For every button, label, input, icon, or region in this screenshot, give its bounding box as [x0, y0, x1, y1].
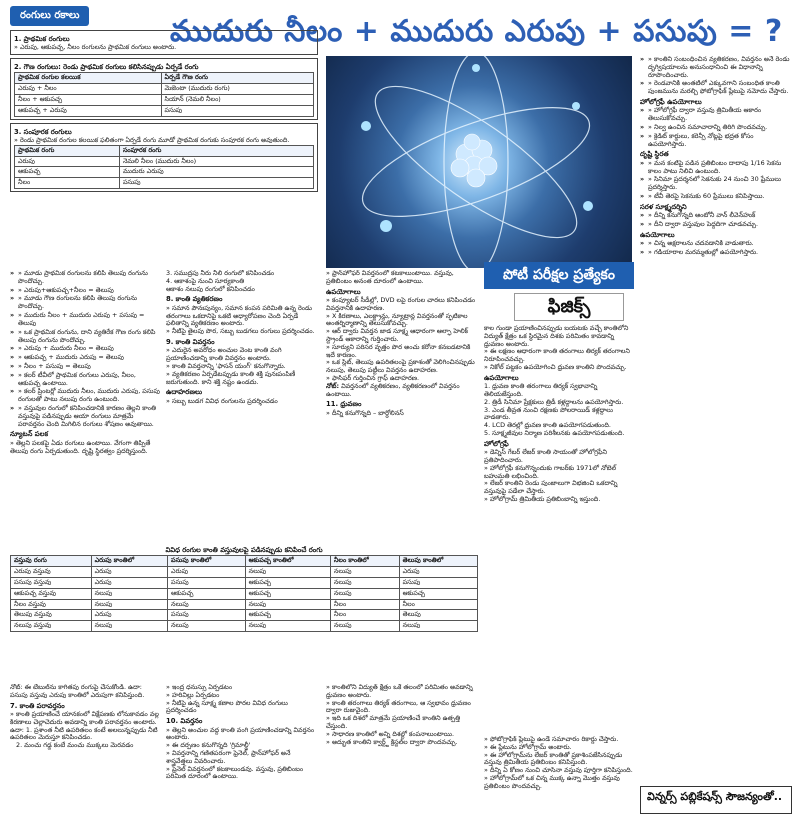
table-cell: నలుపు [330, 567, 399, 578]
table-header: ప్రాథమిక రంగు [15, 145, 120, 156]
text-line: » ఫ్రాన్‌హోఫర్ వివర్తనంలో కటకాలుంటాయి. వస్తువు, ప్రతిబింబం అనంత దూరంలో ఉంటాయి. [326, 270, 454, 285]
list-item: » » ఒక ప్రాథమిక రంగును, దాని వ్యతిరేక గౌణ రంగు కలిపి తెలుపు రంగును పొందొచ్చు. [10, 329, 160, 345]
text-line: » సాధారణ కాంతిలో అన్ని దిశల్లో కంపనాలుంటాయి. [326, 729, 455, 738]
primary-colors-title: 1. ప్రాథమిక రంగులు [14, 35, 70, 43]
table-cell: నలుపు [330, 588, 399, 599]
text-line: » నీటిపై ఉన్న సూక్ష్మ కణాల పొరల వివిధ రంగులు ప్రదర్శించడం [166, 698, 288, 715]
table-cell: ఆకుపచ్చ [245, 588, 330, 599]
note-text: వివర్తనంలో వ్యతికరణం, వ్యతికరణంలో వివర్తనం ఉంటాయి. [326, 381, 460, 398]
table-header: ఆకుపచ్చ కాంతిలో [245, 556, 330, 567]
table-cell: తెలుపు వస్తువు [11, 610, 92, 621]
table-cell: ముదురు ఎరుపు [119, 167, 313, 178]
atom-icon [326, 56, 632, 268]
text-line: » ఈ దర్పణం కనుగొన్నది 'గ్రిమాల్డీ' [166, 741, 251, 750]
text-line: » నికోల్ పట్టకం ఉపయోగించి ధ్రువణ కాంతిని పొందవచ్చు. [484, 363, 627, 372]
light-color-grid [10, 555, 478, 632]
text-line: » హోలోగ్రామ్‌లో ఒక చిన్న ముక్క ఉన్నా మొత్తం వస్తువు ప్రతిబింబం పొందవచ్చు. [484, 774, 620, 790]
text-line: » కాంతి వివర్తనాన్ని 'ఫాసన్ యంగ్' కనుగొన్నారు. [166, 361, 286, 370]
headline: ముదురు నీలం + ముదురు ఎరుపు + పసుపు = ? [170, 14, 783, 49]
table-header: ఏర్పడే గౌణ రంగు [161, 73, 313, 84]
text-line: » ఒక స్లిట్, తెలుపు ఉపరితలంపై ప్రకాశంతో వెలిగించినప్పుడు నలుపు, తెలుపు పట్టీలు వివర్తనం ఉదాహరణ. [326, 358, 475, 375]
text-line: ఉదా: 1. ప్రశాంత నీటి ఉపరితలం కంటే అలలున్నప్పుడు నీటి ఉపరితలం మెరుస్తూ కనిపించడం. [10, 725, 158, 742]
table-cell: పసుపు వస్తువు [11, 577, 92, 588]
table-cell: సియాన్ (నెమలి నీలం) [161, 95, 313, 106]
table-row [11, 567, 478, 578]
text-line: » కాంతి ప్రయాణించే యానకంలో విక్షేపణకు లోనుకావడం వల్ల కిరణాలు చెల్లాచెదురు అవడాన్ని కాంతి పరావర్తనం అంటారు. [10, 709, 159, 726]
list-item: » » ఎరుపు+ఆకుపచ్చ+నీలం = తెలుపు [10, 287, 160, 295]
list-item: » » టీవీ తెరపై సెకనుకు 60 ఫ్రేములు కనిపిస్తాయి. [640, 193, 792, 201]
table-cell: నెమలి నీలం (ముదురు నీలం) [119, 156, 313, 167]
table-row [11, 588, 478, 599]
table-cell: నలుపు [168, 621, 246, 632]
complementary-colors-table [14, 145, 314, 189]
list-item: » » మూడు గౌణ రంగులను కలిపి తెలుపు రంగును పొందొచ్చు. [10, 295, 160, 311]
text-line: » వ్యతికరణం ఏర్పడేటప్పుడు కాంతి శక్తి పునఃపంపిణీ జరుగుతుంది. కాని శక్తి నష్టం ఉండదు. [166, 369, 296, 386]
table-cell: నలుపు [91, 588, 167, 599]
diffraction-uses-column [326, 270, 478, 538]
text-line: » సూర్యుని పరిసర వృత్తం పొర అంచు కరోనా కనబడటానికి ఇదే కారణం. [326, 342, 471, 359]
text-line: 3. సముద్రపు నీరు నీలి రంగులో కనిపించడం [166, 270, 275, 277]
text-line: » ఈ హోలోగ్రామ్‌ను లేజర్ కాంతితో ప్రకాశింపజేసినప్పుడు వస్తువు త్రిమితీయ ప్రతిబింబం కనిపిస్తుంది. [484, 750, 623, 767]
scattering-title: 7. కాంతి పరావర్తనం [10, 701, 65, 710]
table-cell: పసుపు [161, 105, 313, 116]
table-header: వస్తువు రంగు [11, 556, 92, 567]
table-cell: నీలం [399, 599, 477, 610]
text-line: » హరివిల్లు ఏర్పడటం [166, 690, 220, 699]
text-line: ఆకాశం నలుపు రంగులో కనిపించడం [166, 284, 255, 293]
table-header: ప్రాథమిక రంగుల కలయిక [15, 73, 162, 84]
list-item: » » ఆకుపచ్చ + ముదురు ఎరుపు = తెలుపు [10, 354, 160, 362]
section-tag-label: రంగులు రకాలు [10, 6, 89, 26]
list-item: » » నిల్వ ఉంచిన సమాచారాన్ని తిరిగి పొందవచ్చు. [640, 124, 792, 132]
table-header: నీలం కాంతిలో [330, 556, 399, 567]
table-cell: నలుపు వస్తువు [11, 621, 92, 632]
complementary-colors-text: » రెండు ప్రాథమిక రంగుల కలయిక ఫలితంగా ఏర్పడే రంగు మూడో ప్రాథమిక రంగుకు సంపూరక రంగు అవుతుంది. [14, 135, 290, 144]
table-cell: నీలం [15, 178, 120, 189]
table-cell: నలుపు [245, 599, 330, 610]
text-line: » లేజర్ కాంతిని రెండు పుంజాలుగా విభజించి ఒకదాన్ని వస్తువుపై పడేలా చేస్తారు. [484, 479, 618, 496]
note-label: నోట్: [326, 381, 340, 390]
table-cell: పసుపు [399, 577, 477, 588]
light-color-table [10, 544, 478, 680]
list-item: » » చిన్న అక్షరాలను చదవడానికి వాడుతారు. [640, 240, 792, 248]
text-line: » ఫ్రెనెల్ వివర్తనంలో కటకాలుండవు. వస్తువు, ప్రతిబింబం పరిమిత దూరంలో ఉంటాయి. [166, 764, 304, 781]
newton-disc-text: » తెల్లని పలకపై ఏడు రంగులు ఉంటాయి. వేగంగా తిప్పితే తెలుపు రంగు ఏర్పడుతుంది. దృష్టి స్థిరత్వం ప్రదర్శిస్తుంది. [10, 438, 151, 455]
list-item: » » దీని ద్వారా వస్తువుల పెద్దదిగా చూడవచ్చు. [640, 221, 792, 229]
text-line: » హోలోగ్రఫీ కనుగొన్నందుకు గాబర్‌కు 1971లో నోబెల్ బహుమతి లభించింది. [484, 463, 617, 480]
text-line: 4. ఆకాశంపై నుంచి సూర్యకాంతి [166, 276, 245, 285]
table-cell: ఆకుపచ్చ [15, 167, 120, 178]
list-item: » » క్రెడిట్ కార్డులు, కరెన్సీ నోట్లపై భద్రత కోసం ఉపయోగిస్తారు. [640, 133, 792, 149]
table-cell: నలుపు [91, 621, 167, 632]
table-cell: ఎరుపు + నీలం [15, 84, 162, 95]
table-cell: ఎరుపు [91, 577, 167, 588]
diffraction-title: 9. కాంతి వివర్తనం [166, 337, 215, 346]
text-line: » ఇది ఒక దిశలో మాత్రమే ప్రయాణించే కాంతిని ఉత్పత్తి చేస్తుంది. [326, 714, 461, 731]
table-cell: నలుపు [330, 621, 399, 632]
text-line: 2. మంచు గడ్డ కంటే మంచు ముక్కలు మెరవడం [16, 741, 134, 750]
examples-title: ఉదాహరణలు [166, 388, 203, 397]
newton-disc-title: న్యూటన్ పలక [10, 430, 49, 439]
persistence-title: దృష్టి స్థిరత [640, 150, 669, 159]
holography-column [640, 56, 792, 746]
secondary-colors-table [14, 72, 314, 116]
text-line: కాల గుండా ప్రయాణించినప్పుడు బయటకు వచ్చే కాంతిలోని విద్యుత్ క్షేత్రం ఒక స్థిరమైన దిశకు పరిమితం కావడాన్ని ధ్రువణం అంటారు. [484, 324, 629, 348]
table-cell: పసుపు [119, 178, 313, 189]
interference-title: 8. కాంతి వ్యతికరణం [166, 295, 223, 304]
text-line: » సబ్బు బుడగ వివిధ రంగులను ప్రదర్శించడం [166, 396, 278, 405]
scattering-column [10, 684, 160, 814]
text-line: » హోలోగ్రామ్ త్రిమితీయ ప్రతిబింబాన్ని ఇస్తుంది. [484, 495, 601, 504]
table-cell: నీలం [330, 610, 399, 621]
text-line: 2. త్రిడీ సినిమా ప్రేక్షకులు త్రిడీ కళ్లద్దాలను ఉపయోగిస్తారు. [484, 397, 624, 406]
list-item: » » కలర్ టీవీలో ప్రాథమిక రంగులు ఎరుపు, నీలం, ఆకుపచ్చ ఉంటాయి. [10, 372, 160, 388]
text-line: » ఈ ప్లేటును హోలోగ్రామ్ అంటారు. [484, 742, 572, 751]
text-line: » ఫోటోగ్రాఫిక్ ప్లేటుపై ఉండే సమాచారం రికార్డు చేస్తారు. [484, 736, 619, 743]
text-line: 3. ఎండ తీవ్రత నుంచి రక్షణకు పోలరాయిడ్ కళ్లద్దాలు వాడతారు. [484, 405, 613, 422]
list-item: » » కాంతిని సంబంధించిన వ్యతికరణం, వివర్తనం అనే రెండు దృగ్విషయాలను అనుసంధానించి ఈ విధానాన్ని రూపొందించారు. [640, 56, 792, 79]
color-mixing-column [10, 270, 160, 538]
physics-column [484, 262, 634, 732]
complementary-colors-title: 3. సంపూరక రంగులు [14, 127, 72, 136]
table-cell: పసుపు [168, 610, 246, 621]
table-note: నోట్: ఈ టేబుల్‌ను కాగితపు రంగుపై చేసుకోండి. ఉదా: పసుపు వస్తువు ఎరుపు కాంతిలో ఎరుపుగా కనిపిస్తుంది. [10, 684, 145, 699]
table-cell: ఆకుపచ్చ [245, 577, 330, 588]
section-tag [10, 6, 89, 26]
table-cell: నలుపు [330, 577, 399, 588]
table-cell: ఆకుపచ్చ [399, 588, 477, 599]
holography-title: హోలోగ్రఫీ [484, 439, 509, 448]
text-line: » కంప్యూటర్ సీడీల్లో, DVD లపై రంగుల చారలు కనిపించడం వివర్తనానికి ఉదాహరణ. [326, 295, 476, 312]
table-cell: నీలం వస్తువు [11, 599, 92, 610]
table-header: పసుపు కాంతిలో [168, 556, 246, 567]
diffraction-bottom-title: 10. వివర్తనం [166, 717, 203, 726]
table-cell: ఆకుపచ్చ [168, 588, 246, 599]
list-item: » » రెండవానికి అంతటిలో ఎక్కువగాని సంబంధిత కాంతి పుంజమును మరల్చి ఫోటోగ్రాఫిక్ ప్లేటుపై నమోదు చేస్తారు. [640, 80, 792, 96]
list-item: » » హోలోగ్రఫీ ద్వారా వస్తువు త్రిమితీయ ఆకారం తెలుసుకోవచ్చు. [640, 107, 792, 123]
list-item: » » మన కంటిపై పడిన ప్రతిబింబం దాదాపు 1/16 సెకను కాలం పాటు నిలిచి ఉంటుంది. [640, 160, 792, 176]
list-item: » » ఎరుపు + ముదురు నీలం = తెలుపు [10, 345, 160, 353]
text-line: » వివర్తనాన్ని గణితపరంగా ఫ్రెనెల్, ఫ్రాన్‌హోఫర్ అనే శాస్త్రవేత్తలు వివరించారు. [166, 748, 291, 765]
table-header: ఎరుపు కాంతిలో [91, 556, 167, 567]
list-item: » » గడియారాల మరమ్మతుల్లో ఉపయోగిస్తారు. [640, 249, 792, 257]
table-cell: మెజెంటా (ముదురు రంగు) [161, 84, 313, 95]
table-cell: ఎరుపు [399, 567, 477, 578]
table-header: తెలుపు కాంతిలో [399, 556, 477, 567]
text-line: » ఎదురైన అవరోధం అంచుల వెంట కాంతి వంగి ప్రయాణించడాన్ని కాంతి వివర్తనం అంటారు. [166, 346, 282, 363]
table-cell: నలుపు [168, 599, 246, 610]
table-cell: ఎరుపు [168, 567, 246, 578]
text-line: 5. సూక్ష్మజీవుల నిర్మాణ పరిశీలనకు ఉపయోగపడుతుంది. [484, 429, 625, 438]
text-line: » ఈ లక్షణం ఆధారంగా కాంతి తరంగాలు తిర్యక్ తరంగాలని నిరూపించవచ్చు. [484, 347, 630, 364]
text-line: » ఆర్ ద్వారు వివర్తన జాడ సూక్ష్మ ఆధారంగా ఆల్ఫా హెలిక్ స్ట్రాండ్ ఆకారాన్ని గుర్తించారు. [326, 327, 468, 343]
holography-uses-title: హోలోగ్రఫీ ఉపయోగాలు [640, 98, 702, 107]
table-row [11, 621, 478, 632]
list-item: » » దీన్ని కనుగొన్నది ఆంటోనీ వాన్ లీవెన్‌హుక్ [640, 212, 792, 220]
secondary-colors-box [10, 58, 318, 120]
atom-illustration [326, 56, 632, 268]
light-color-table-title: వివిధ రంగుల కాంతి వస్తువులపై పడినప్పుడు కనిపించే రంగు [165, 546, 323, 554]
text-line: » తెల్లని అంచుల వద్ద కాంతి వంగి ప్రయాణించడాన్ని వివర్తనం అంటారు. [166, 725, 315, 742]
text-line: » ఫాసిఫర్ గుర్తించిన గ్రాఫ్ ఉదాహరణ. [326, 374, 420, 383]
list-item: » » సినిమా ప్రదర్శనలో సెకనుకు 24 నుంచి 30 ఫ్రేములు ప్రదర్శిస్తారు. [640, 176, 792, 192]
table-cell: ఎరుపు [91, 567, 167, 578]
table-cell: పసుపు [168, 577, 246, 588]
text-line: » సమాన పౌనఃపున్యం, సమాన కంపన పరిమితి ఉన్న రెండు తరంగాలు ఒకదానిపై ఒకటి అధ్యారోపణం చెంది ఏర్పడే ఫలితాన్ని వ్యతికరణం అంటారు. [166, 303, 312, 328]
uses-title: ఉపయోగాలు [326, 287, 361, 296]
text-line: » కాంతి తరంగాలు తిర్యక్ తరంగాలు, ఆ స్వభావం ధ్రువణం ద్వారా రుజువైంది. [326, 698, 471, 715]
list-item: » » ముదురు నీలం + ముదురు ఎరుపు + పసుపు = తెలుపు [10, 312, 160, 328]
table-cell: ఎరుపు [91, 610, 167, 621]
left-color-types [10, 30, 318, 266]
list-item: » » మూడు ప్రాథమిక రంగులను కలిపి తెలుపు రంగును పొందొచ్చు. [10, 270, 160, 286]
text-line: » అద్భుత కాంతిని క్వార్ట్జ్ క్రిస్టల్‌ల ద్వారా పొందవచ్చు. [326, 737, 458, 746]
text-line: » X కిరణాలు, ఎలక్ట్రాన్లు, న్యూట్రాన్ల వివర్తనంతో స్ఫటికాల అంతర్నిర్మాణాన్ని తెలుసుకోవచ్చు. [326, 311, 468, 328]
polarization-uses-title: ఉపయోగాలు [484, 373, 519, 382]
complementary-colors-box [10, 123, 318, 192]
table-cell: ఆకుపచ్చ + ఎరుపు [15, 105, 162, 116]
hologram-bottom-column [484, 736, 634, 816]
table-row [11, 610, 478, 621]
primary-colors-text: » ఎరుపు, ఆకుపచ్చ, నీలం రంగులను ప్రాథమిక రంగులు అంటారు. [14, 43, 177, 52]
table-cell: ఆకుపచ్చ వస్తువు [11, 588, 92, 599]
table-cell: నలుపు [245, 621, 330, 632]
list-item: » » కలర్ ప్రింటర్లో ముదురు నీలం, ముదురు ఎరుపు, పసుపు రంగులతో పాటు నలుపు రంగు ఉంటుంది. [10, 388, 160, 404]
microscope-uses-title: ఉపయోగాలు [640, 230, 675, 239]
microscope-title: సరళ సూక్ష్మదర్శిని [640, 202, 687, 211]
list-item: » » నీలం + పసుపు = తెలుపు [10, 363, 160, 371]
table-cell: ఎరుపు వస్తువు [11, 567, 92, 578]
subject-title: ఫిజిక్స్ [514, 293, 624, 321]
diffraction-bottom-column [166, 684, 318, 814]
primary-colors-box [10, 30, 318, 55]
table-cell: నలుపు [399, 621, 477, 632]
text-line: 1. ధ్రువణ కాంతి తరంగాలు తిర్యక్ స్వభావాన్ని తెలియజేస్తుంది. [484, 382, 598, 398]
table-cell: నీలం + ఆకుపచ్చ [15, 95, 162, 106]
table-cell: తెలుపు [399, 610, 477, 621]
polarization-title: 11. ధ్రువణం [326, 400, 362, 409]
text-line: » డెన్నిస్ గేబర్ లేజర్ కాంతి సాయంతో హోలోగ్రఫీని ప్రతిపాదించారు. [484, 448, 608, 464]
table-cell: నీలం [330, 599, 399, 610]
publisher-credit: విన్నర్స్ పబ్లికేషన్స్ సౌజన్యంతో.. [640, 786, 792, 814]
table-cell: నలుపు [245, 567, 330, 578]
table-header: సంపూరక రంగు [119, 145, 313, 156]
table-cell: ఆకుపచ్చ [245, 610, 330, 621]
text-line: » నీటిపై తైలపు పొర, సబ్బు బుడగలు రంగులు ప్రదర్శించడం. [166, 327, 315, 336]
table-cell: నలుపు [91, 599, 167, 610]
table-row [11, 599, 478, 610]
text-line: » ఇంద్ర ధనుస్సు ఏర్పడటం [166, 684, 233, 691]
competitive-exam-banner: పోటీ పరీక్షల ప్రత్యేకం [484, 262, 634, 289]
table-row [11, 577, 478, 588]
text-line: » దీన్ని కనుగొన్నది – బార్థోలినస్ [326, 408, 404, 417]
secondary-colors-title: 2. గౌణ రంగులు: రెండు ప్రాథమిక రంగులు కలిసినప్పుడు ఏర్పడే రంగు [14, 63, 199, 72]
text-line: » కాంతిలోని విద్యుత్ క్షేత్రం ఒకే తలంలో పరిమితం అవడాన్ని ధ్రువణం అంటారు. [326, 684, 473, 699]
interference-column [166, 270, 318, 538]
table-cell: ఎరుపు [15, 156, 120, 167]
polarization-bottom-column [326, 684, 478, 814]
text-line: » దీన్ని ఏ కోణం నుంచి చూసినా వస్తువు పూర్తిగా కనిపిస్తుంది. [484, 766, 633, 775]
text-line: 4. LCD తెరల్లో ధ్రువణ కాంతి ఉపయోగపడుతుంది. [484, 421, 611, 430]
list-item: » » వస్తువుల రంగులో కనిపించడానికి కారణం తెల్లని కాంతి వస్తువుపై పడినప్పుడు ఆయా రంగులు మాత్రమే పరావర్తనం చెంది మిగిలిన రంగులు శోషణం అవుతాయి. [10, 405, 160, 428]
